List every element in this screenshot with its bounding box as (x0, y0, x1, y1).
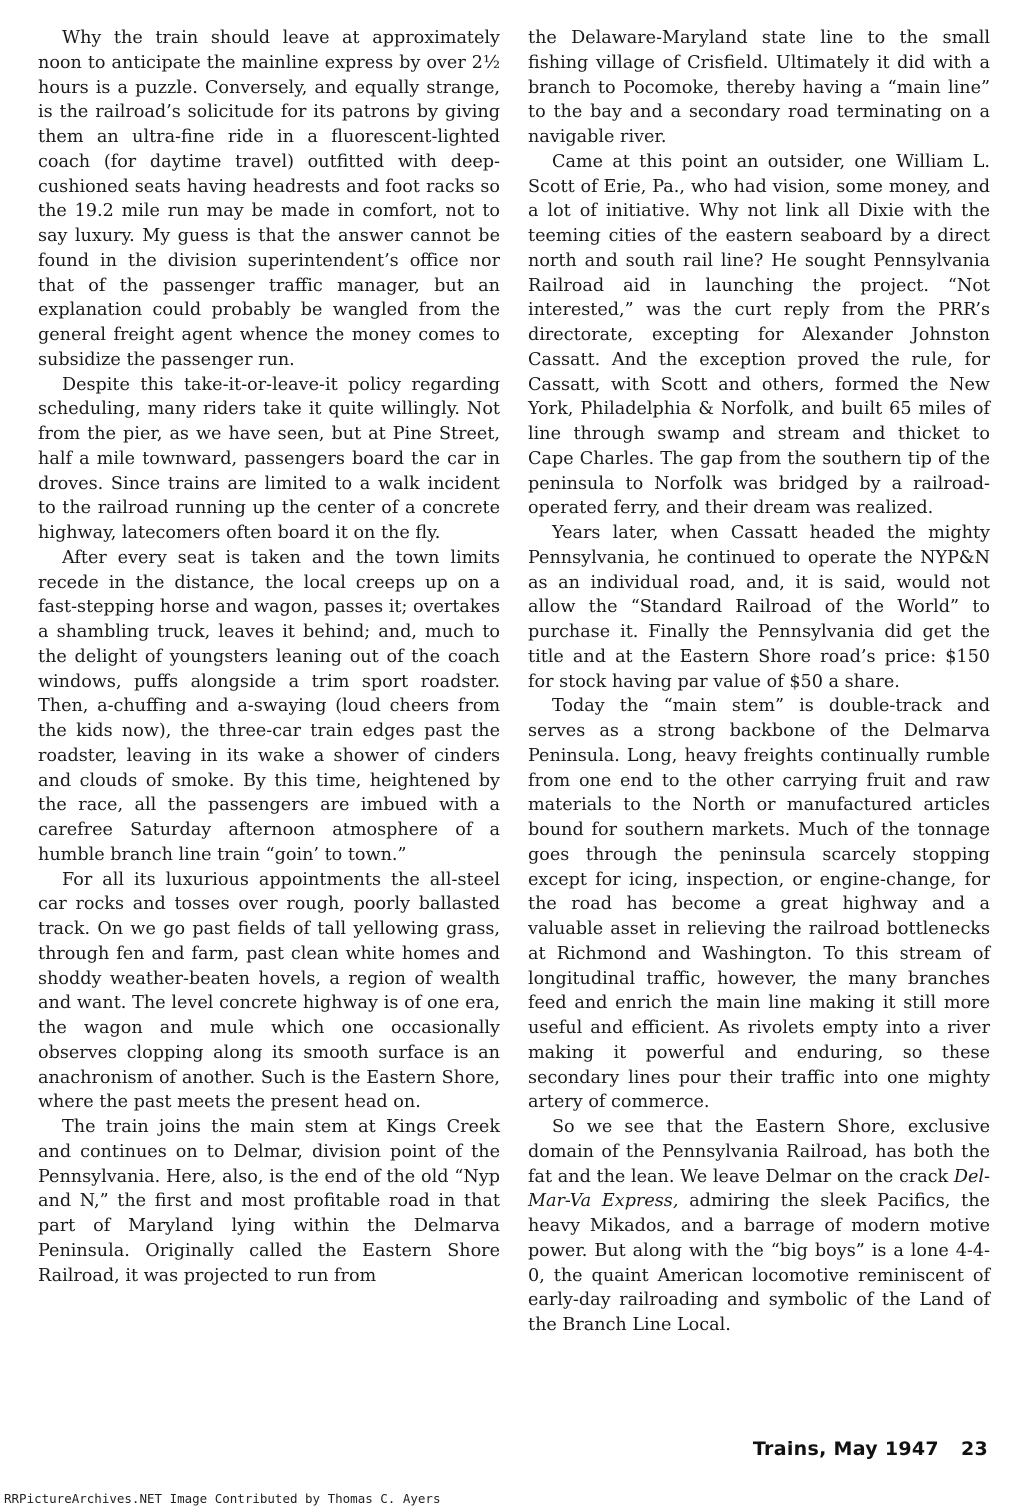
right-column (528, 26, 990, 1338)
left-column (38, 26, 500, 1288)
paragraph: Today the “main stem” is double-track and serves as a strong backbone of the Delmarva Peninsula. Long, heavy freights continually rumble from one end to the other carrying fruit and raw materials to the North or manufactured articles bound for southern markets. Much of the tonnage goes through the peninsula scarcely stopping except for icing, inspection, or engine-change, for the road has become a great highway and a valuable asset in relieving the railroad bottlenecks at Richmond and Washington. To this stream of longitudinal traffic, however, the many branches feed and enrich the main line making it still more useful and efficient. As rivolets empty into a river making it powerful and enduring, so these secondary lines pour their traffic into one mighty artery of commerce. (528, 696, 990, 1113)
paragraph (528, 1115, 990, 1338)
paragraph: Came at this point an outsider, one William L. Scott of Erie, Pa., who had vision, some money, and a lot of initiative. Why not link all Dixie with the teeming cities of the eastern seaboard by a direct north and south rail line? He sought Pennsylvania Railroad aid in launching the project. “Not interested,” was the curt reply from the PRR’s directorate, excepting for Alexander Johnston Cassatt. And the exception proved the rule, for Cassatt, with Scott and others, formed the New York, Philadelphia & Norfolk, and built 65 miles of line through swamp and stream and thicket to Cape Charles. The gap from the southern tip of the peninsula to Norfolk was bridged by a railroad-operated ferry, and their dream was realized. (528, 151, 990, 519)
paragraph: For all its luxurious appointments the all-steel car rocks and tosses over rough, poorly ballasted track. On we go past fields of tall yellowing grass, through fen and farm, past clean white homes and shoddy weather-beaten hovels, a region of wealth and want. The level concrete highway is of one era, the wagon and mule which one occasionally observes clopping along its smooth surface is an anachronism of another. Such is the Eastern Shore, where the past meets the present head on. (38, 869, 500, 1113)
train-name: Del-Mar-Va Express, (528, 1166, 990, 1212)
paragraph: The train joins the main stem at Kings Creek and continues on to Delmar, division point of the Pennsylvania. Here, also, is the end of the old “Nyp and N,” the first and most profitable road in that part of Maryland lying within the Delmarva Peninsula. Originally called the Eastern Shore Railroad, it was projected to run from (38, 1117, 500, 1286)
paragraph: the Delaware-Maryland state line to the small fishing village of Crisfield. Ultimately it did with a branch to Pocomoke, thereby having a “main line” to the bay and a secondary road terminating on a navigable river. (528, 28, 990, 147)
paragraph-text: So we see that the Eastern Shore, exclusive domain of the Pennsylvania Railroad, has both the fat and the lean. We leave Delmar on the crack (528, 1117, 990, 1187)
magazine-issue: Trains, May 1947 (752, 1438, 939, 1460)
paragraph: After every seat is taken and the town limits recede in the distance, the local creeps up on a fast-stepping horse and wagon, passes it; overtakes a shambling truck, leaves it behind; and, much to the delight of youngsters leaning out of the coach windows, puffs alongside a trim sport roadster. Then, a-chuffing and a-swaying (loud cheers from the kids now), the three-car train edges past the roadster, leaving in its wake a shower of cinders and clouds of smoke. By this time, heightened by the race, all the passengers are imbued with a carefree Saturday afternoon atmosphere of a humble branch line train “goin’ to town.” (38, 547, 500, 865)
paragraph: Why the train should leave at approximately noon to anticipate the mainline express by over 2½ hours is a puzzle. Conversely, and equally strange, is the railroad’s solicitude for its patrons by giving them an ultra-fine ride in a fluorescent-lighted coach (for daytime travel) outfitted with deep-cushioned seats having headrests and foot racks so the 19.2 mile run may be made in comfort, not to say luxury. My guess is that the answer cannot be found in the division superintendent’s office nor that of the passenger traffic manager, but an explanation could probably be wangled from the general freight agent whence the money comes to subsidize the passenger run. (38, 28, 500, 370)
paragraph-text: admiring the sleek Pacifics, the heavy Mikados, and a barrage of modern motive power. But along with the “big boys” is a lone 4-4-0, the quaint American locomotive reminiscent of early-day railroading and symbolic of the Land of the Branch Line Local. (528, 1191, 990, 1335)
page-footer (753, 1438, 988, 1460)
image-credit: RRPictureArchives.NET Image Contributed by Thomas C. Ayers (4, 1491, 441, 1506)
paragraph: Despite this take-it-or-leave-it policy regarding scheduling, many riders take it quite willingly. Not from the pier, as we have seen, but at Pine Street, half a mile townward, passengers board the car in droves. Since trains are limited to a walk incident to the railroad running up the center of a concrete highway, latecomers often board it on the fly. (38, 374, 500, 543)
page-number: 23 (960, 1438, 988, 1460)
paragraph: Years later, when Cassatt headed the mighty Pennsylvania, he continued to operate the NYP&N as an individual road, and, it is said, would not allow the “Standard Railroad of the World” to purchase it. Finally the Pennsylvania did get the title and at the Eastern Shore road’s price: $150 for stock having par value of $50 a share. (528, 523, 990, 692)
